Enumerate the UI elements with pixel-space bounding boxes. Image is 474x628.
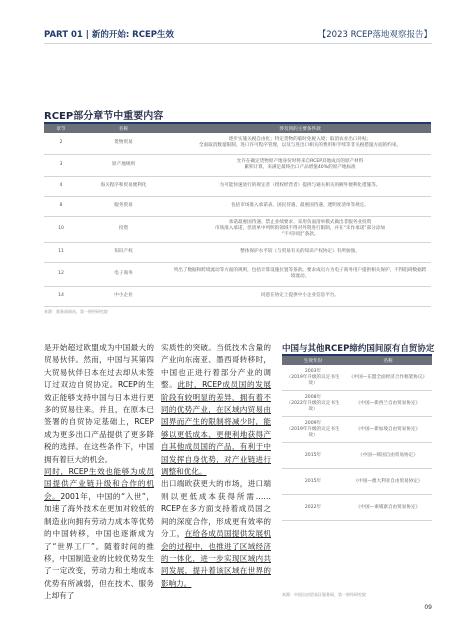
report-title: 【2023 RCEP落地观察报告】: [317, 30, 432, 40]
table2-cell: 2015年: [282, 469, 344, 495]
header-rule: [44, 43, 432, 44]
table1-cell: 10: [44, 216, 78, 242]
table2-cell: 《中国—柬埔寨自由贸易协定》: [344, 495, 432, 521]
table2-title: 中国与其他RCEP缔约国间原有自贸协定: [282, 344, 435, 354]
table-row: [282, 391, 432, 417]
table-row: [44, 176, 431, 196]
table1-header-row: [44, 124, 431, 133]
table1-cell: 12: [44, 262, 78, 286]
table2-cell: 《中国—澳大利亚自由贸易协定》: [344, 469, 432, 495]
body-paragraph: 是开始超过欧盟成为中国最大的贸易伙伴。然而，中国与其第四大贸易伙伴日本在过去却从未签订过双边自贸协定。RCEP的生效正能够支持中国与日本进行更多的贸易往来。并且，在原本已签署的自贸协定基础上，RCEP成为更多出口产品提供了更多降税的选择。在这些条件下，中国拥有着巨大的机会。: [44, 343, 154, 464]
table1-cell: 4: [44, 176, 78, 196]
table1-cell: 14: [44, 286, 78, 306]
section-title: 新的开始: RCEP生效: [91, 30, 175, 40]
table1-cell: 承诺最惠国待遇、禁止业绩要求、采用负面清单模式做出非服务业投资 市场准入承诺，但清单中列明的领域不得对外资进行限制，并在“未作承诺”部分添加 “不可回退”条款。: [169, 216, 431, 242]
table-row: [44, 286, 431, 306]
table1-cell: 允许在确定货物原产地身份时将来自RCEP其他成员的原产材料 累积计算，来满足最终出口产品增值40%的原产地标准: [169, 154, 431, 176]
table2-cell: 2015年: [282, 443, 344, 469]
emphasis-text: 此时，RCEP成员国的发展阶段有较明显的差异，拥有着不同的优势产业，在区域内贸易由国界而产生的限制将减少时，能够以更低成本、更便利地获得产自其他成员国的产品，有利于中国发挥自身优势，对产业链进行调整和优化。: [161, 380, 272, 477]
table-row: [282, 469, 432, 495]
table1-cell: 原产地规则: [78, 154, 169, 176]
table1-header-name: 名称: [78, 124, 169, 133]
table2-cell: 2009年 （2019年升级的议定书生效）: [282, 417, 344, 443]
fta-table: [282, 356, 432, 521]
table2-header-name: 名称: [344, 356, 432, 365]
body-paragraph: [44, 466, 154, 602]
body-column-2: [161, 342, 271, 590]
table2-cell: 《中国—新西兰自由贸易协定》: [344, 391, 432, 417]
table-row: [44, 133, 431, 154]
table2-header-year: 生效年份: [282, 356, 344, 365]
table2-cell: 2022年: [282, 495, 344, 521]
body-text-span: 实质性的突破。当低技术含量的产业向东南亚、墨西哥转移时，中国也正进行着部分产业的调整。: [161, 343, 271, 390]
body-text-span: 出口端欧获更大的市场，进口端则以更低成本获得所需……RCEP在多方面支持着成员国之间的深度合作，形成更有效率的分工，: [161, 479, 271, 539]
table1-cell: 同意在协定上提供中小企业信息平台。: [169, 286, 431, 306]
body-column-1: [44, 342, 154, 603]
table-row: [282, 365, 432, 391]
table1-header-content: 涉及到的主要条件款: [169, 124, 431, 133]
table1-cell: 中小企业: [78, 286, 169, 306]
emphasis-text: 在给各成员国提供发展机会的过程中，也推进了区域经济的一体化，进一步实现区域内共同发展，提升着该区域在世界的影响力。: [161, 529, 272, 588]
table1-cell: 8: [44, 196, 78, 216]
page-number: 09: [424, 604, 432, 611]
table-row: [44, 196, 431, 216]
table-row: [44, 262, 431, 286]
table-row: [44, 154, 431, 176]
table1-cell: 知识产权: [78, 242, 169, 262]
table2-cell: 《中国—韩国自由贸易协定》: [344, 443, 432, 469]
table1-header-chapter: 章节: [44, 124, 78, 133]
table2-cell: 2003年 （2019年升级的议定书生效）: [282, 365, 344, 391]
table-row: [44, 242, 431, 262]
body-text-span: 2001年，中国的“入世”，加速了海外技术在更加对较低的制造业向拥有劳动力成本等优势的中国转移，中国也逐渐成为了“世界工厂”。随着时间的推移，中国制造业的比较优势发生了一定改变，劳动力和土地成本优势有所减弱，但在技术、服务上却有了: [44, 491, 155, 601]
table2-cell: 2008年 （2022年升级的议定书生效）: [282, 391, 344, 417]
table1-cell: 海关程序和贸易便利化: [78, 176, 169, 196]
emphasis-text: 同时，RCEP生效也能够为成员国提供产业链升级和合作的机会。: [44, 467, 154, 501]
table1-cell: 包括市场准入承诺表、国民待遇、最惠国待遇、透明度清单等规定。: [169, 196, 431, 216]
table1-cell: 服务贸易: [78, 196, 169, 216]
table-row: [282, 495, 432, 521]
table1-cell: 逐步实施关税自由化；特定货物的临时免税入境；取消农业出口补贴； 全面取消数量限制、进口许可程序管理，以及与进出口相关的费用和手续等非关税措施方面的约束。: [169, 133, 431, 154]
table2-source: 来源：中国自由贸易区服务网，第一财经研究院: [282, 592, 366, 597]
body-paragraph: [161, 478, 271, 590]
section-divider: |: [85, 30, 92, 40]
table1-cell: 2: [44, 133, 78, 154]
part-label: PART 01: [44, 30, 83, 40]
table2-header-row: [282, 356, 432, 365]
table-row: [282, 417, 432, 443]
table1-cell: 为可能快速放行的规定者（授权经营者）提供与通关相关的额外便利化措施等。: [169, 176, 431, 196]
table1-title: RCEP部分章节中重要内容: [44, 111, 164, 122]
header-section-label: [44, 28, 174, 40]
table1-cell: 3: [44, 154, 78, 176]
table-row: [44, 216, 431, 242]
table1-cell: 货物贸易: [78, 133, 169, 154]
table2-cell: 《中国—新加坡自由贸易协定》: [344, 417, 432, 443]
table1-cell: 11: [44, 242, 78, 262]
body-paragraph: [161, 342, 271, 478]
table-row: [282, 443, 432, 469]
table1-cell: 整体保护水平较《与贸易有关的知识产权协定》有所加强。: [169, 242, 431, 262]
table1-cell: 投资: [78, 216, 169, 242]
table1-cell: 电子商务: [78, 262, 169, 286]
table1-cell: 列出了数据和跨境流动等方面的规则，包括计算设施位置等条款。要求成员方为电子商务用户提供相关保护，不得阻碍数据跨境流动。: [169, 262, 431, 286]
rcep-chapters-table: [44, 124, 431, 307]
table2-cell: 《中国—东盟全面经济合作框架协议》: [344, 365, 432, 391]
table1-source: 来源：商务部网站，第一财经研究院: [44, 309, 108, 314]
